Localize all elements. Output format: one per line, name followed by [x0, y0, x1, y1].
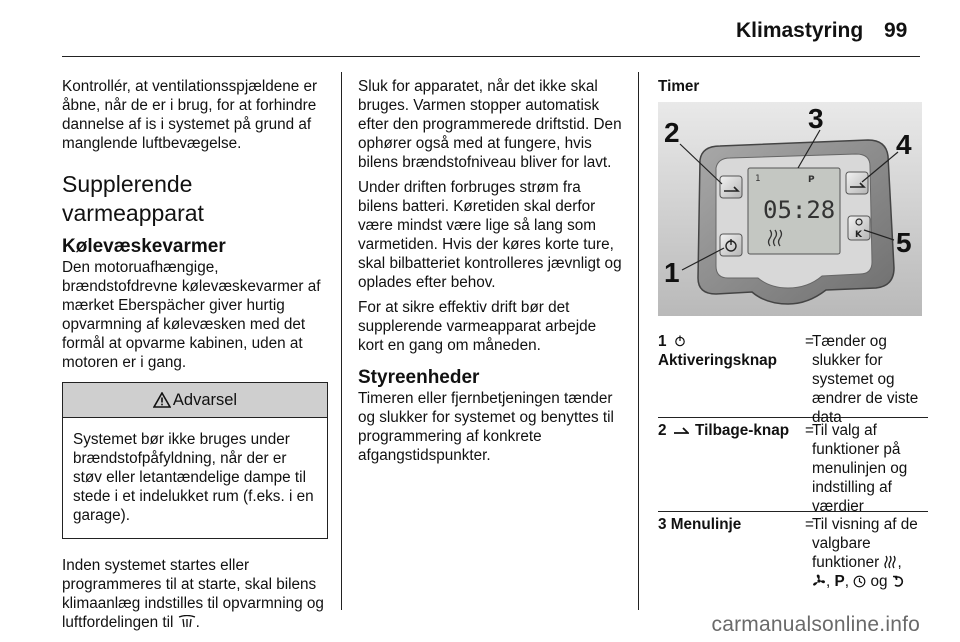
legend-key-number: 3: [658, 516, 667, 533]
intro-paragraph: Kontrollér, at ventilationsspjældene er åbne, når de er i brug, for at forhindre dannelse af is i systemet på grund af manglende luftbevægelse.: [62, 78, 318, 152]
legend-value: Tænder og slukker for systemet og ændrer de viste data: [812, 333, 919, 426]
section-title: [62, 170, 328, 228]
legend-row-1: [658, 329, 928, 426]
column-left: [62, 77, 328, 632]
legend-table: [658, 329, 928, 593]
watermark: carmanualsonline.info: [711, 613, 920, 636]
battery-paragraph: Under driften forbruges strøm fra bilens batteri. Køretiden skal derfor være mindst være lige så lang som varmetiden. Hvis der køres korte ture, skal bilbatteriet kontrolleres jævnligt og oplades efter behov.: [358, 179, 622, 291]
lcd-time: 05:28: [763, 196, 836, 224]
page-header-title: Klimastyring: [736, 19, 864, 42]
button-k-label: K: [855, 230, 862, 240]
power-icon: [674, 335, 686, 347]
button-back-right: [846, 172, 868, 194]
legend-key-label: Menulinje: [670, 516, 742, 533]
section-title-line2: varmeapparat: [62, 200, 204, 226]
legend-value: Til visning af de valgbare funktioner , , P, og: [812, 516, 918, 590]
fan-icon: [812, 574, 826, 588]
callout-5: 5: [896, 227, 912, 258]
warning-box: [62, 382, 328, 539]
switch-off-paragraph: Sluk for apparatet, når det ikke skal bruges. Varmen stopper automatisk efter den programmerede driftstid. Den ophører også med at fungere, hvis bilens brændstofniveau bliver for lavt.: [358, 78, 622, 171]
clock-icon: [853, 575, 866, 588]
seat-heat-icon: [883, 555, 897, 569]
page-number: 99: [884, 19, 908, 42]
legend-equals: =: [805, 333, 814, 350]
conjunction-text: og: [870, 573, 888, 590]
subheading-controls: Styreenheder: [358, 367, 480, 388]
outro-paragraph: Inden systemet startes eller programmeres til at starte, skal bilens klimaanlæg indstilles til opvarmning og luftfordelingen til .: [62, 557, 324, 631]
legend-value: Til valg af funktioner på menulinjen og indstilling af værdier: [812, 422, 908, 515]
lcd-number: 1: [755, 174, 761, 184]
coolant-heater-paragraph: Den motoruafhængige, brændstofdrevne kølevæskevarmer af mærket Eberspächer giver hurtig opvarmning af kølevæsken med det formål at opvarme kabinen, uden at motoren er i gang.: [62, 259, 321, 371]
legend-value-text: Til visning af de valgbare funktioner: [812, 516, 918, 571]
callout-4: 4: [896, 129, 912, 160]
header-divider: [62, 56, 920, 57]
timer-figure: [658, 102, 922, 316]
legend-row-2: [658, 418, 928, 515]
air-distribution-icon: [178, 615, 196, 629]
warning-header: [63, 383, 327, 418]
warning-triangle-icon: [153, 392, 171, 408]
button-k: [848, 216, 870, 240]
p-symbol: P: [834, 573, 845, 590]
outro-text: Inden systemet startes eller programmeres til at starte, skal bilens klimaanlæg indstilles til opvarmning og luftfordelingen til: [62, 557, 324, 631]
button-back-left: [720, 176, 742, 198]
legend-equals: =: [805, 516, 814, 533]
warning-text: Systemet bør ikke bruges under brændstofpåfyldning, når der er støv eller letantændelige dampe til stede i et indelukket rum (f.eks. i en garage).: [73, 431, 314, 524]
subheading-coolant-heater: Kølevæskevarmer: [62, 236, 226, 257]
section-title-line1: Supplerende: [62, 171, 193, 197]
legend-equals: =: [805, 422, 814, 439]
loop-icon: [892, 575, 905, 588]
column-divider-1: [341, 72, 342, 610]
timer-title: Timer: [658, 78, 700, 95]
controls-paragraph: Timeren eller fjernbetjeningen tænder og slukker for systemet og benyttes til programmering af konkrete afgangstidspunkter.: [358, 390, 614, 464]
button-power: [720, 234, 742, 256]
legend-key-number: 2: [658, 422, 667, 439]
back-arrow-icon: [673, 425, 689, 435]
lcd-p: P: [808, 175, 815, 185]
legend-key-label: Tilbage-knap: [695, 422, 790, 439]
callout-1: 1: [664, 257, 680, 288]
callout-2: 2: [664, 117, 680, 148]
legend-row-3: [658, 512, 928, 593]
legend-key-number: 1: [658, 333, 667, 350]
column-middle: [358, 77, 624, 465]
monthly-paragraph: For at sikre effektiv drift bør det supplerende varmeapparat arbejde kort en gang om måneden.: [358, 299, 597, 354]
column-divider-2: [638, 72, 639, 610]
warning-title: Advarsel: [172, 390, 238, 409]
legend-key-label: Aktiveringsknap: [658, 352, 778, 369]
callout-3: 3: [808, 103, 824, 134]
